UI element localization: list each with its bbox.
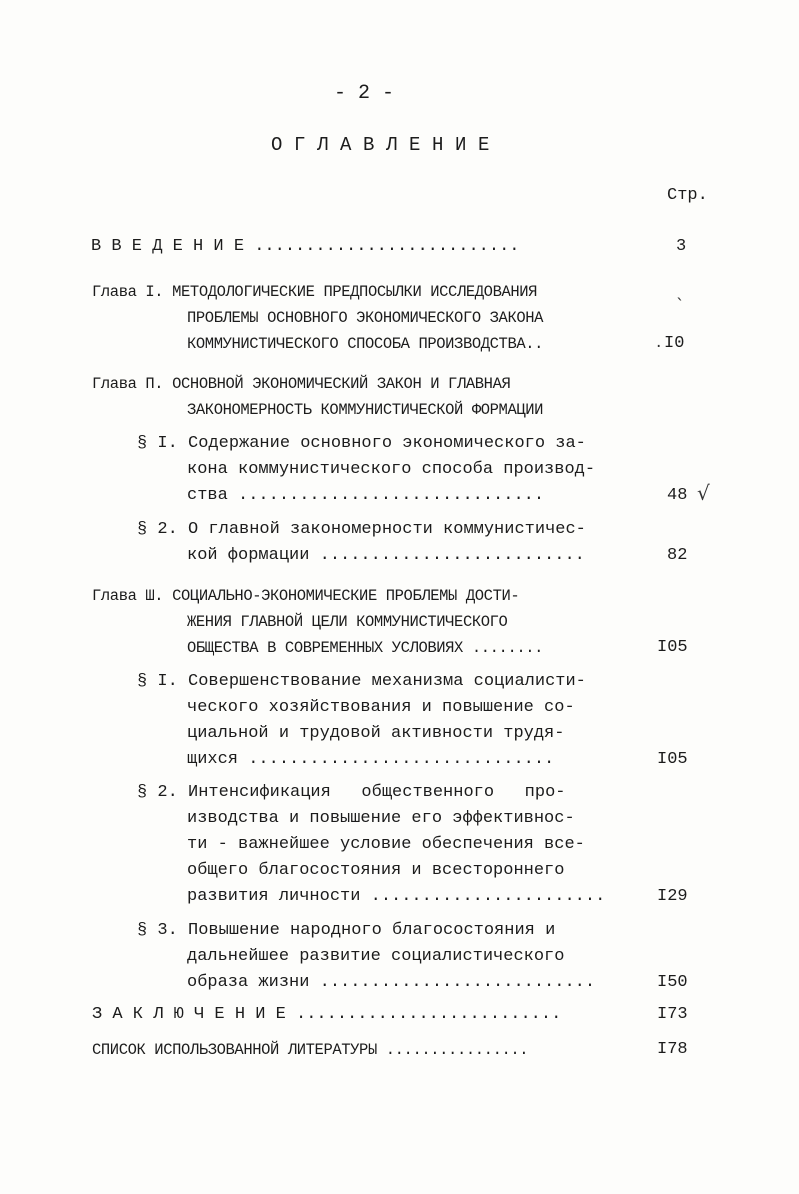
toc-conclusion: З А К Л Ю Ч Е Н И Е .......................... (92, 1005, 562, 1024)
page-column-label: Стр. (667, 186, 708, 205)
toc-ch3-s2-line3: ти - важнейшее условие обеспечения все- (187, 835, 585, 854)
toc-ch2-line2: ЗАКОНОМЕРНОСТЬ КОММУНИСТИЧЕСКОЙ ФОРМАЦИИ (187, 401, 544, 419)
toc-bibliography-page: I78 (657, 1040, 688, 1059)
toc-intro: В В Е Д Е Н И Е .......................... (91, 237, 520, 256)
toc-ch3-s1-page: I05 (657, 750, 688, 769)
toc-ch3-s2-line5: развития личности ....................... (187, 887, 606, 906)
toc-bibliography: СПИСОК ИСПОЛЬЗОВАННОЙ ЛИТЕРАТУРЫ ................ (92, 1041, 529, 1059)
toc-ch1-page: I0 (664, 334, 685, 353)
toc-ch3-s1-line2: ческого хозяйствования и повышение со- (187, 698, 575, 717)
toc-ch1-line3: КОММУНИСТИЧЕСКОГО СПОСОБА ПРОИЗВОДСТВА.. (187, 335, 544, 353)
page-number: - 2 - (334, 82, 395, 105)
toc-ch1-line2: ПРОБЛЕМЫ ОСНОВНОГО ЭКОНОМИЧЕСКОГО ЗАКОНА (187, 309, 544, 327)
toc-ch3-page: I05 (657, 638, 688, 657)
toc-ch3-s2-page: I29 (657, 887, 688, 906)
toc-ch2-s2-page: 82 (667, 546, 688, 565)
toc-ch3-s3-line3: образа жизни ........................... (187, 973, 596, 992)
toc-ch3-line2: ЖЕНИЯ ГЛАВНОЙ ЦЕЛИ КОММУНИСТИЧЕСКОГО (187, 613, 508, 631)
toc-ch3-s1-line3: циальной и трудовой активности трудя- (187, 724, 565, 743)
toc-ch2-s1-page: 48 (667, 486, 688, 505)
toc-ch3-s1-line4: щихся .............................. (187, 750, 555, 769)
toc-ch1-line1: Глава I. МЕТОДОЛОГИЧЕСКИЕ ПРЕДПОСЫЛКИ ИССЛЕДОВАНИЯ (92, 283, 538, 301)
toc-ch2-line1: Глава П. ОСНОВНОЙ ЭКОНОМИЧЕСКИЙ ЗАКОН И ГЛАВНАЯ (92, 375, 511, 393)
dot-mark: . (656, 332, 662, 352)
toc-ch2-s1-line3: ства .............................. (187, 486, 545, 505)
toc-ch3-s1-line1: § I. Совершенствование механизма социалисти- (137, 672, 586, 691)
toc-ch3-line3: ОБЩЕСТВА В СОВРЕМЕННЫХ УСЛОВИЯХ ........ (187, 639, 544, 657)
toc-ch3-s2-line2: изводства и повышение его эффективнос- (187, 809, 575, 828)
toc-ch3-s3-line1: § 3. Повышение народного благосостояния и (137, 921, 556, 940)
tick-mark: ˋ (676, 296, 685, 316)
toc-ch3-s2-line1: § 2. Интенсификация общественного про- (137, 783, 566, 802)
toc-ch3-s2-line4: общего благосостояния и всестороннего (187, 861, 565, 880)
page-title: О Г Л А В Л Е Н И Е (271, 134, 490, 156)
toc-ch2-s2-line2: кой формации .......................... (187, 546, 585, 565)
toc-ch2-s1-line2: кона коммунистического способа производ- (187, 460, 596, 479)
toc-conclusion-page: I73 (657, 1005, 688, 1024)
toc-ch2-s2-line1: § 2. О главной закономерности коммунистичес- (137, 520, 586, 539)
toc-ch3-s3-page: I50 (657, 973, 688, 992)
toc-ch2-s1-line1: § I. Содержание основного экономического за- (137, 434, 586, 453)
toc-intro-page: 3 (676, 237, 687, 256)
checkmark-icon: √ (697, 481, 710, 505)
toc-ch3-s3-line2: дальнейшее развитие социалистического (187, 947, 565, 966)
toc-ch3-line1: Глава Ш. СОЦИАЛЬНО-ЭКОНОМИЧЕСКИЕ ПРОБЛЕМЫ ДОСТИ- (92, 587, 520, 605)
